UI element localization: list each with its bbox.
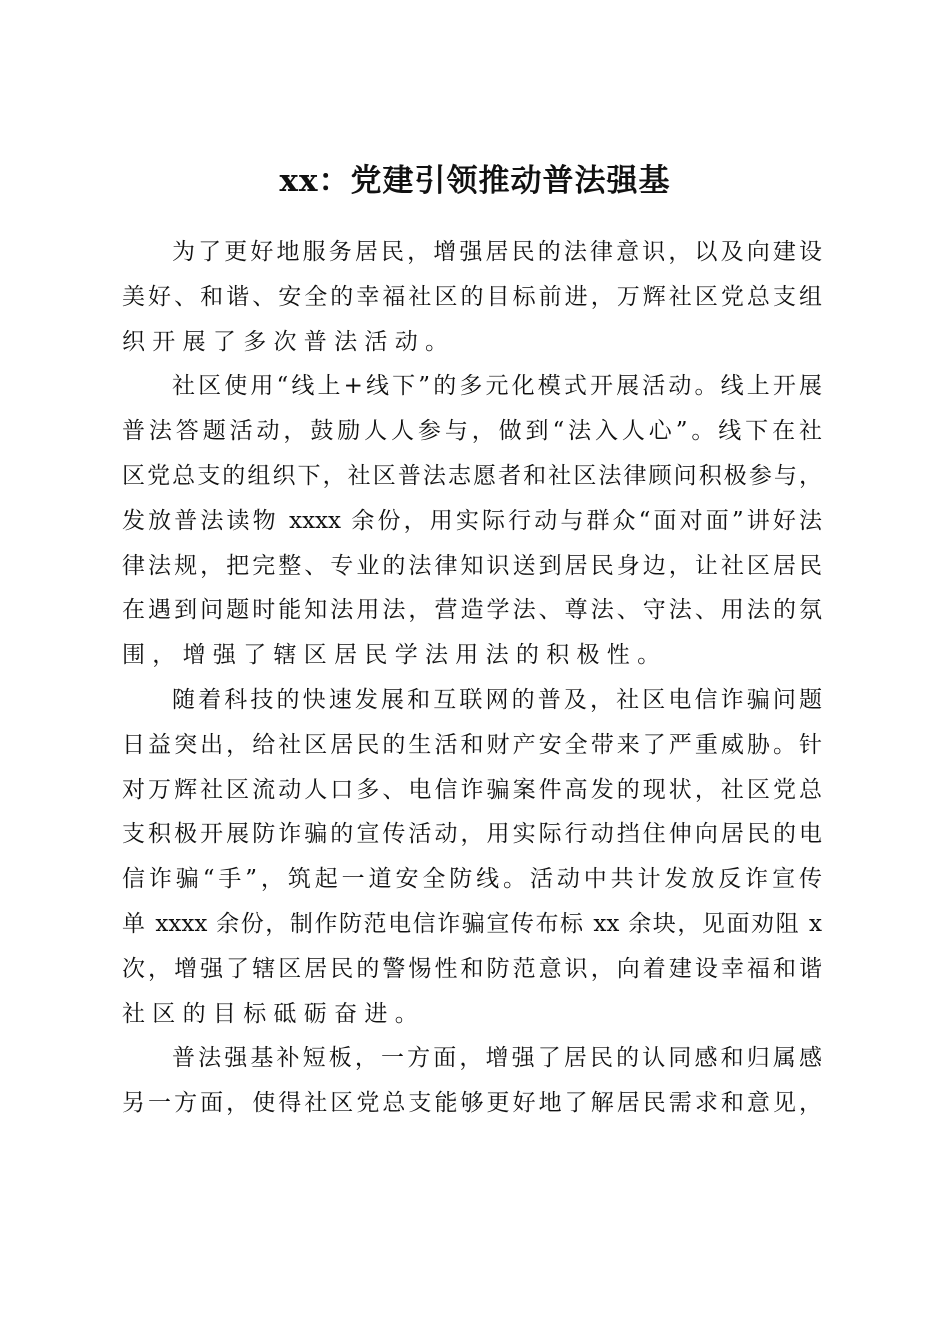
text-line: 支积极开展防诈骗的宣传活动，用实际行动挡住伸向居民的电: [122, 821, 822, 848]
text-line: 日益突出，给社区居民的生活和财产安全带来了严重威胁。针: [122, 731, 822, 758]
text-line: 信诈骗“手”，筑起一道安全防线。活动中共计发放反诈宣传: [122, 866, 822, 893]
paragraph: [122, 364, 822, 678]
text-line: 发放普法读物 xxxx 余份，用实际行动与群众“面对面”讲好法: [122, 507, 822, 534]
document-body: [122, 230, 822, 1126]
text-line: 社区的目标砥砺奋进。: [122, 1000, 425, 1027]
text-line: 普法答题活动，鼓励人人参与，做到“法入人心”。线下在社: [122, 418, 822, 445]
text-line: 为了更好地服务居民，增强居民的法律意识，以及向建设: [172, 239, 822, 265]
paragraph: [122, 678, 822, 1036]
document-title: xx：党建引领推动普法强基: [279, 162, 671, 199]
text-line: 律法规，把完整、专业的法律知识送到居民身边，让社区居民: [122, 552, 822, 579]
paragraph: [122, 230, 822, 364]
text-line: 围，增强了辖区居民学法用法的积极性。: [122, 642, 668, 669]
paragraph: [122, 1036, 822, 1126]
text-line: 社区使用“线上+线下”的多元化模式开展活动。线上开展: [172, 373, 822, 400]
text-line: 在遇到问题时能知法用法，营造学法、尊法、守法、用法的氛: [122, 597, 822, 624]
text-line: 次，增强了辖区居民的警惕性和防范意识，向着建设幸福和谐: [122, 955, 822, 982]
text-line: 单 xxxx 余份，制作防范电信诈骗宣传布标 xx 余块，见面劝阻 x: [122, 910, 822, 937]
text-line: 随着科技的快速发展和互联网的普及，社区电信诈骗问题: [172, 686, 822, 713]
text-line: 普法强基补短板，一方面，增强了居民的认同感和归属感: [172, 1045, 822, 1072]
text-line: 美好、和谐、安全的幸福社区的目标前进，万辉社区党总支组: [122, 283, 822, 310]
text-line: 对万辉社区流动人口多、电信诈骗案件高发的现状，社区党总: [122, 776, 822, 803]
text-line: 另一方面，使得社区党总支能够更好地了解居民需求和意见，: [122, 1090, 822, 1117]
text-line: 区党总支的组织下，社区普法志愿者和社区法律顾问积极参与，: [122, 462, 822, 489]
text-line: 织开展了多次普法活动。: [122, 328, 456, 355]
